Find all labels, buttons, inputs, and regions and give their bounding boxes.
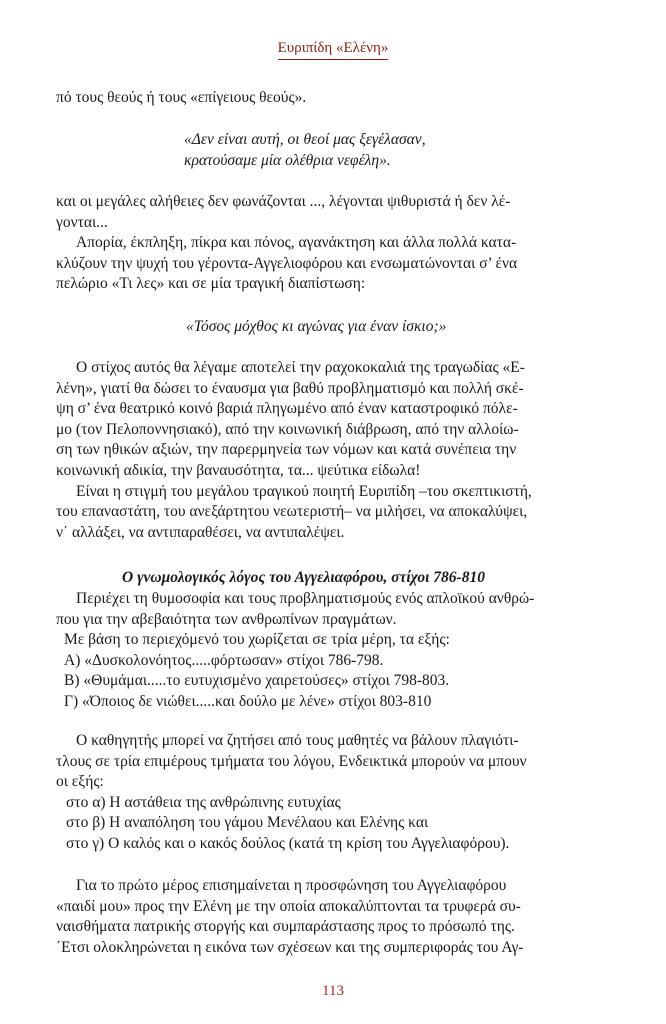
text-line: Ο στίχος αυτός θα λέγαμε αποτελεί την ραχοκοκαλιά της τραγωδίας «Ε- [76, 359, 525, 376]
text-line: κοινωνική αδικία, την βαναυσότητα, τα... ψεύτικα είδωλα! [56, 461, 421, 479]
text-line: Απορία, έκπληξη, πίκρα και πόνος, αγανάκτηση και άλλα πολλά κατα- [76, 234, 517, 252]
text-line: ση των ηθικών αξιών, την παρερμηνεία των νόμων και κατά συνέπεια την [56, 441, 517, 459]
text-line: μο (τον Πελοποννησιακό), από την κοινωνική διάβρωση, από την αλλοίω- [56, 420, 519, 438]
verse-quote-2 [56, 317, 582, 338]
list-item: στο α) Η αστάθεια της ανθρώπινης ευτυχίας [66, 793, 341, 811]
paragraph-1 [56, 192, 582, 295]
text-line: Ο καθηγητής μπορεί να ζητήσει από τους μαθητές να βάλουν πλαγιότι- [76, 732, 519, 749]
text-line: κλύζουν την ψυχή του γέροντα-Αγγελιοφόρου και ενσωματώνονται σ’ ένα [56, 254, 518, 272]
text-line: πό τους θεούς ή τους «επίγειους θεούς». [56, 89, 307, 106]
paragraph-2 [56, 358, 582, 543]
text-line: ναισθήματα πατρικής στοργής και συμπαράστασης προς το πρόσωπό της. [56, 918, 515, 936]
running-head [0, 40, 666, 60]
verse-quote-1 [56, 130, 582, 171]
section-heading-line: Ο γνωμολογικός λόγος του Αγγελιαφόρου, στίχοι 786-810 [122, 569, 485, 586]
page-number: 113 [322, 983, 344, 999]
text-line: ν΄ αλλάξει, να αντιπαραθέσει, να αντιπαλέψει. [56, 523, 345, 541]
text-line: και οι μεγάλες αλήθειες δεν φωνάζονται ..., λέγονται ψιθυριστά ή δεν λέ- [56, 193, 511, 210]
list-item: στο γ) Ο καλός και ο κακός δούλος (κατά τη κρίση του Αγγελιαφόρου). [66, 834, 510, 852]
section-heading [56, 568, 582, 589]
text-line: ΄Ετσι ολοκληρώνεται η εικόνα των σχέσεων και της συμπεριφοράς του Αγ- [56, 938, 524, 956]
verse-line: κρατούσαμε μία ολέθρια νεφέλη». [184, 151, 391, 169]
verse-line: «Τόσος μόχθος κι αγώνας για έναν ίσκιο;» [186, 318, 447, 335]
list-item: Β) «Θυμάμαι.....το ευτυχισμένο χαιρετούσες» στίχοι 798-803. [64, 672, 450, 690]
text-line: γονται... [56, 213, 108, 231]
text-line: λένη», γιατί θα δώσει το έναυσμα για βαθύ προβληματισμό και πολλή σκέ- [56, 379, 524, 397]
paragraph-5 [56, 876, 582, 958]
running-head-title: Ευριπίδη «Ελένη» [278, 40, 389, 60]
text-line: πελώριο «Τι λες» και σε μία τραγική διαπίστωση: [56, 275, 366, 293]
text-line: του επαναστάτη, του ανεξάρτητου νεωτεριστή– να μιλήσει, να αποκαλύψει, [56, 503, 528, 521]
list-item: στο β) Η αναπόληση του γάμου Μενέλαου και Ελένης και [66, 814, 429, 832]
text-line: Για το πρώτο μέρος επισημαίνεται η προσφώνηση του Αγγελιαφόρου [76, 877, 507, 894]
page-body [56, 88, 582, 109]
text-line: ψη σ’ ένα θεατρικό κοινό βαριά πληγωμένο από έναν καταστροφικό πόλε- [56, 400, 518, 418]
list-item: Α) «Δυσκολονόητος.....φόρτωσαν» στίχοι 786-798. [64, 651, 384, 669]
text-line: τλους σε τρία επιμέρους τμήματα του λόγου, Ενδεικτικά μπορούν να μπουν [56, 752, 527, 770]
text-line: Με βάση το περιεχόμενό του χωρίζεται σε τρία μέρη, τα εξής: [64, 631, 450, 649]
verse-line: «Δεν είναι αυτή, οι θεοί μας ξεγέλασαν, [184, 131, 426, 148]
text-line: οι εξής: [56, 773, 104, 791]
text-line: «παιδί μου» προς την Ελένη με την οποία αποκαλύπτονται τα τρυφερά συ- [56, 897, 521, 915]
text-line: Περιέχει τη θυμοσοφία και τους προβληματισμούς ενός απλοϊκού ανθρώ- [76, 590, 535, 607]
text-line: που για την αβεβαιότητα των ανθρωπίνων πραγμάτων. [56, 610, 397, 628]
paragraph-3 [56, 589, 582, 713]
list-item: Γ) «Όποιος δε νιώθει.....και δούλο με λένε» στίχοι 803-810 [64, 692, 432, 710]
text-line: Είναι η στιγμή του μεγάλου τραγικού ποιητή Ευριπίδη –του σκεπτικιστή, [76, 482, 532, 500]
paragraph-4 [56, 731, 582, 855]
